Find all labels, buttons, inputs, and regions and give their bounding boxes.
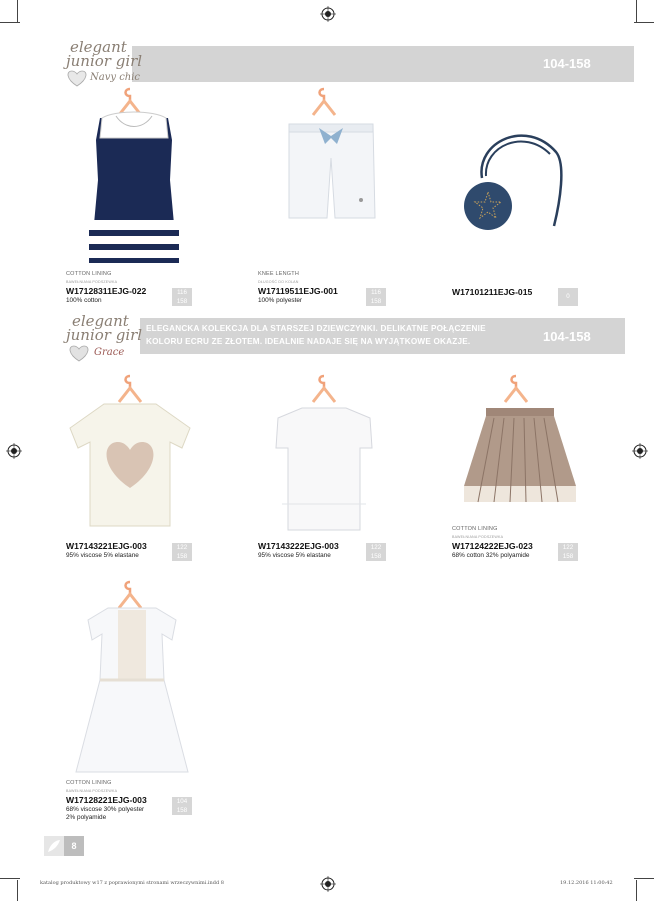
- feature-label: COTTON LINING: [452, 526, 498, 532]
- product-code: W17143222EJG-003: [258, 541, 339, 551]
- product-code: W17143221EJG-003: [66, 541, 147, 551]
- feature-label: KNEE LENGTH: [258, 271, 300, 277]
- brand-logo-line1: elegant: [72, 312, 129, 330]
- collection-description-line1: ELEGANCKA KOLEKCJA DLA STARSZEJ DZIEWCZYNKI. DELIKATNE POŁĄCZENIE: [146, 324, 486, 333]
- crop-mark: [636, 880, 637, 901]
- feature-label: COTTON LINING: [66, 780, 112, 786]
- collection-name: Grace: [94, 347, 125, 358]
- crop-mark: [0, 878, 20, 879]
- size-from: 122: [558, 543, 578, 552]
- brand-logo-line2: junior girl: [66, 326, 143, 344]
- product-composition: 100% polyester: [258, 297, 303, 304]
- size-from: 116: [172, 288, 192, 297]
- registration-mark-icon: [6, 443, 22, 459]
- product-code: W17124222EJG-023: [452, 541, 533, 551]
- white-top-image: [272, 404, 376, 532]
- crop-mark: [17, 0, 18, 22]
- crop-mark: [0, 22, 20, 23]
- size-range: 104-158: [543, 56, 591, 71]
- page-number: 8: [64, 836, 84, 856]
- heart-sticker-icon: [64, 68, 90, 88]
- registration-mark-icon: [320, 6, 336, 22]
- size-to: 158: [172, 806, 192, 815]
- leaf-icon: [44, 836, 64, 856]
- heart-top-image: [66, 398, 194, 528]
- product-code: W17128221EJG-003: [66, 795, 147, 805]
- product-composition: 68% cotton 32% polyamide: [452, 552, 530, 559]
- white-dress-image: [72, 604, 192, 774]
- product-composition: 100% cotton: [66, 297, 102, 304]
- feature-sublabel: BAWEŁNIANA PODSZEWKA: [66, 280, 118, 284]
- hanger-icon: [312, 374, 336, 404]
- feature-sublabel: DŁUGOŚĆ DO KOLAN: [258, 280, 299, 284]
- brand-logo-line2: junior girl: [66, 52, 143, 70]
- product-composition: 95% viscose 5% elastane: [258, 552, 331, 559]
- feature-sublabel: BAWEŁNIANA PODSZEWKA: [452, 535, 504, 539]
- print-timestamp: 19.12.2016 11:00:42: [560, 880, 613, 886]
- file-slug: katalog produktowy w17 z poprawionymi stronami wrzeczywnimi.indd 8: [40, 880, 224, 886]
- size-to: 158: [366, 552, 386, 561]
- crop-mark: [634, 22, 654, 23]
- product-composition: 68% viscose 30% polyester: [66, 806, 145, 813]
- white-shorts-image: [285, 118, 377, 222]
- product-composition: 95% viscose 5% elastane: [66, 552, 139, 559]
- pleated-skirt-image: [460, 402, 580, 506]
- size-to: 158: [172, 297, 192, 306]
- registration-mark-icon: [320, 876, 336, 892]
- size-from: 116: [366, 288, 386, 297]
- size-to: 158: [558, 552, 578, 561]
- product-code: W17119511EJG-001: [258, 286, 338, 296]
- product-composition: 2% polyamide: [66, 814, 107, 821]
- registration-mark-icon: [632, 443, 648, 459]
- size-from: 122: [172, 543, 192, 552]
- collection-name: Navy chic: [90, 72, 141, 83]
- brand-logo-line1: elegant: [70, 38, 127, 56]
- crossbody-bag-image: [456, 122, 572, 234]
- size-from: 122: [366, 543, 386, 552]
- navy-dress-image: [80, 108, 188, 270]
- size-to: 158: [172, 552, 192, 561]
- crop-mark: [634, 878, 654, 879]
- size-range: 104-158: [543, 329, 591, 344]
- hanger-icon: [504, 374, 528, 404]
- size-to: 158: [366, 297, 386, 306]
- size-from: 104: [172, 797, 192, 806]
- collection-description-line2: KOLORU ECRU ZE ZŁOTEM. IDEALNIE NADAJE SIĘ NA WYJĄTKOWE OKAZJE.: [146, 337, 471, 346]
- heart-sticker-icon: [66, 343, 92, 363]
- feature-sublabel: BAWEŁNIANA PODSZEWKA: [66, 789, 118, 793]
- size-value: 0: [558, 288, 578, 306]
- hanger-icon: [312, 87, 336, 117]
- crop-mark: [636, 0, 637, 22]
- crop-mark: [17, 880, 18, 901]
- product-code: W17101211EJG-015: [452, 287, 533, 297]
- product-code: W17128311EJG-022: [66, 286, 147, 296]
- page-icon-box: [44, 836, 64, 856]
- feature-label: COTTON LINING: [66, 271, 112, 277]
